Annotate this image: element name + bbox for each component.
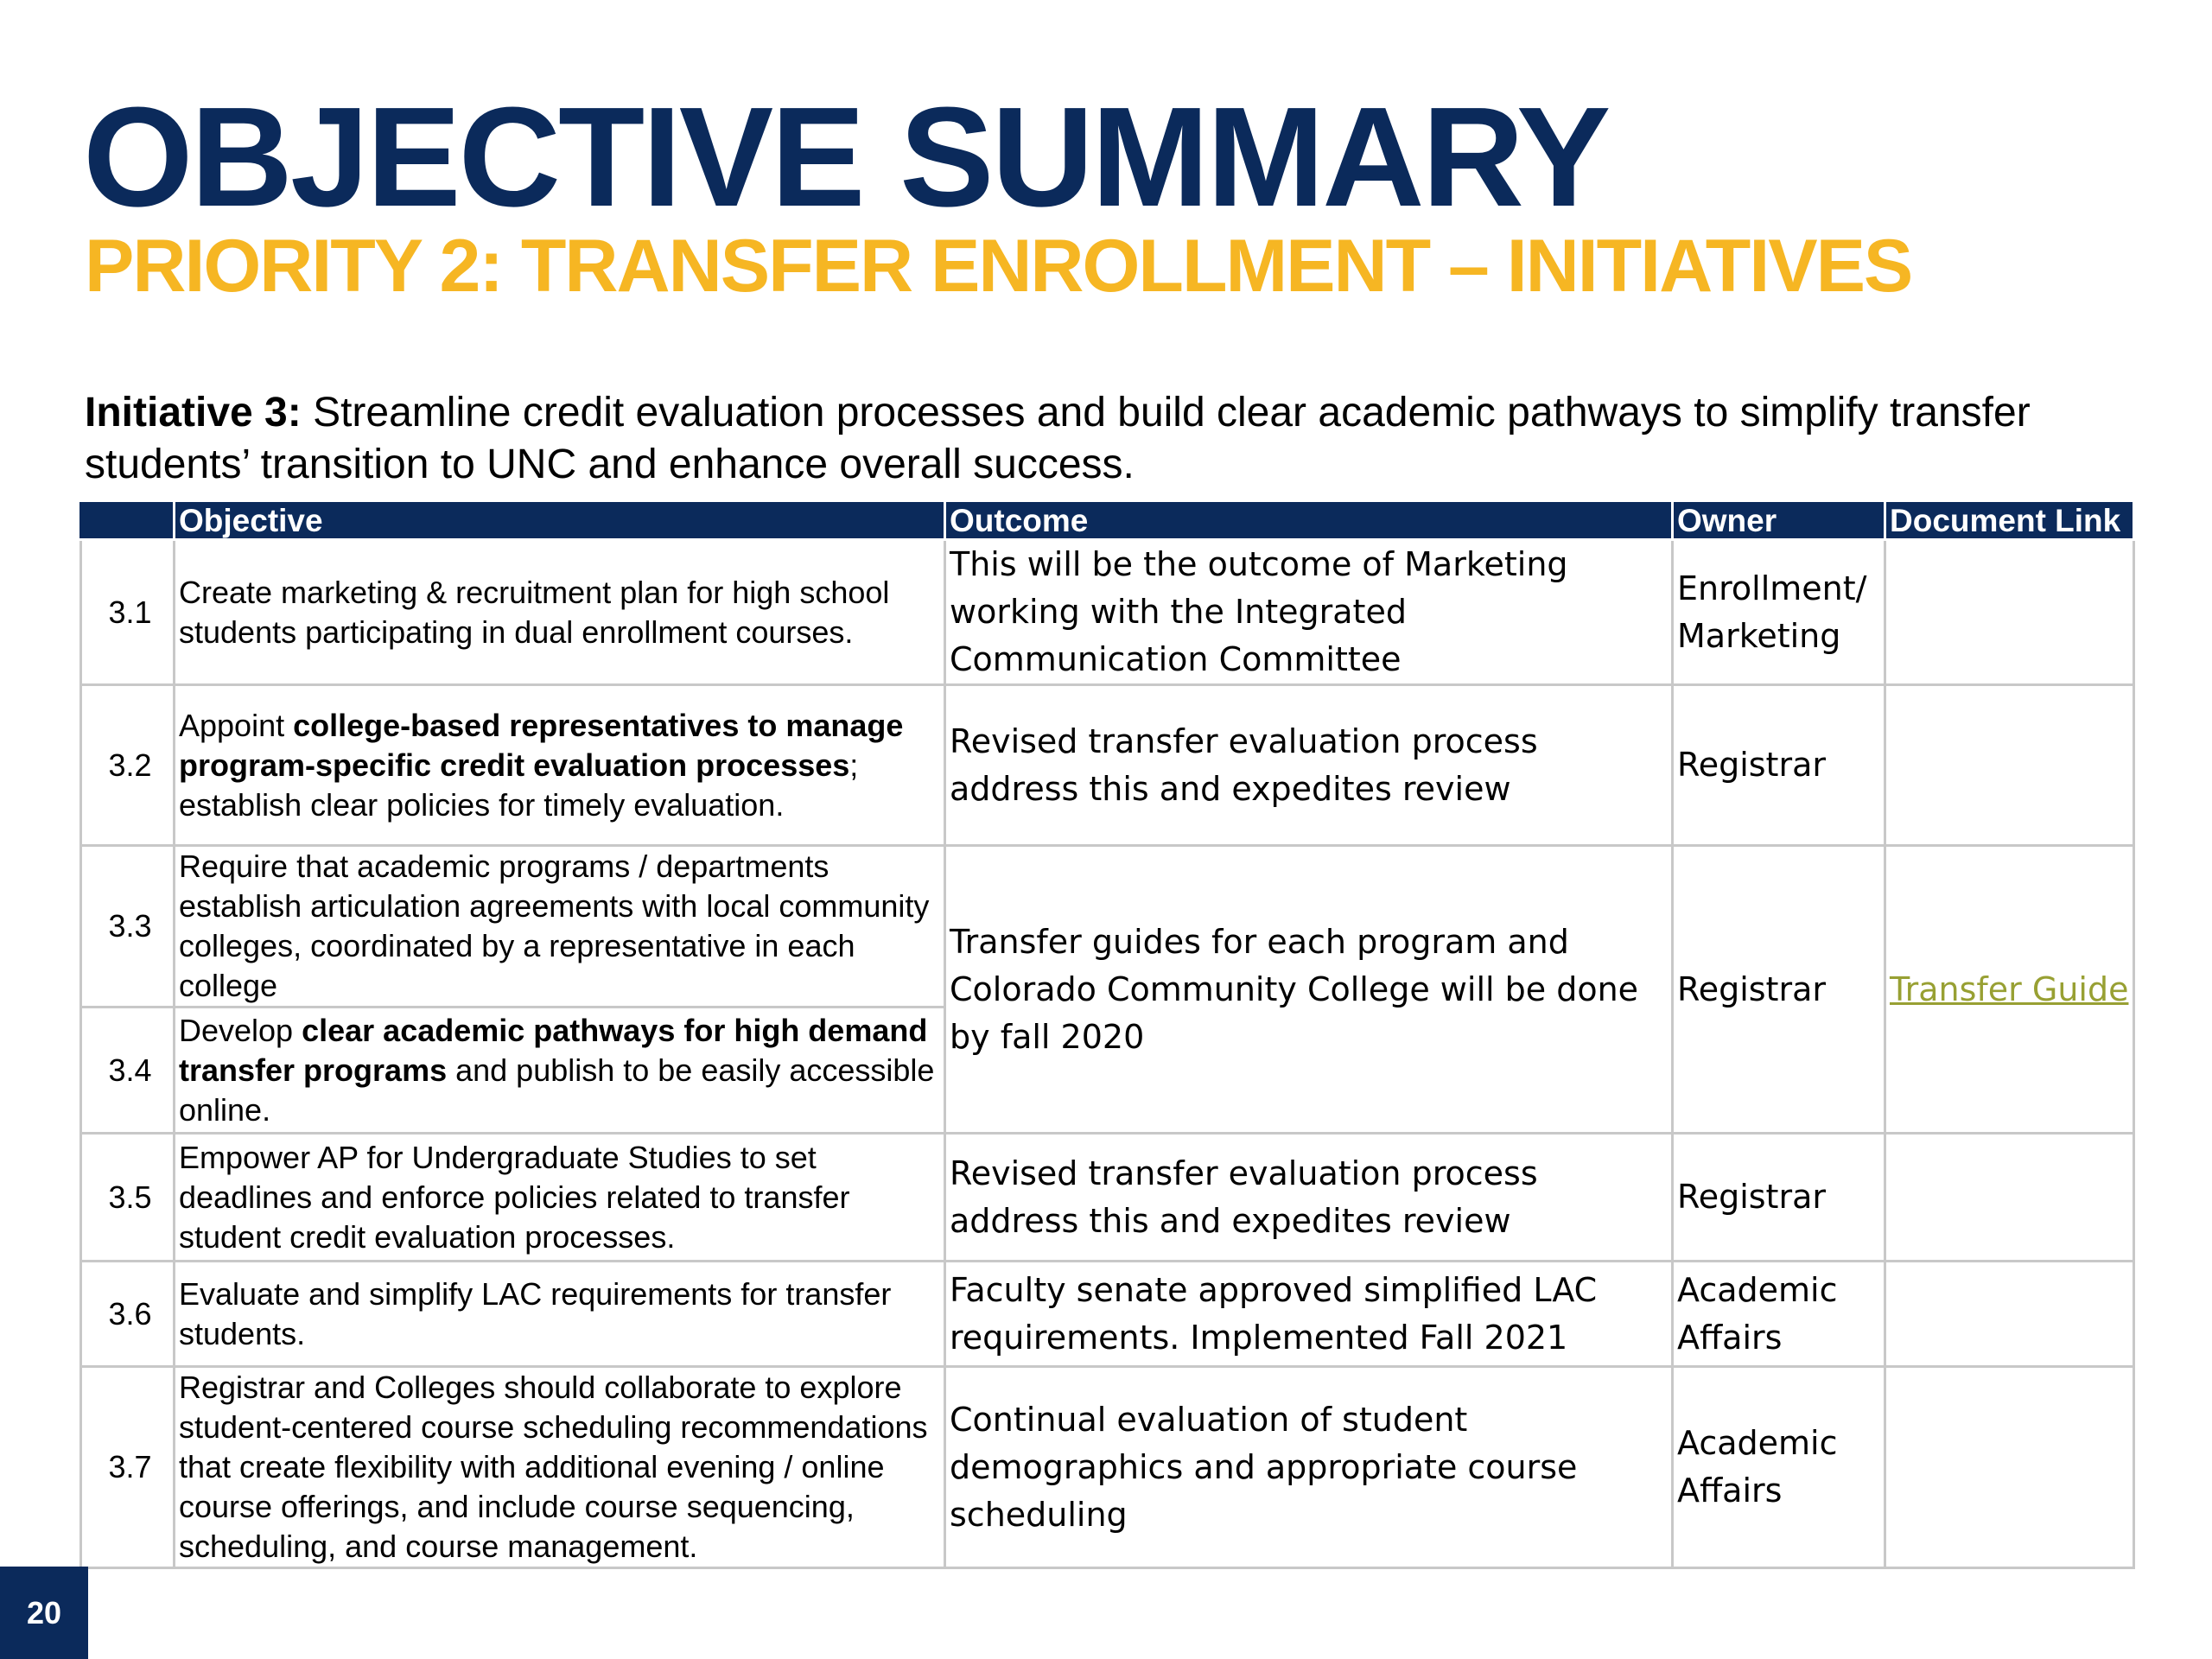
owner-cell: Academic Affairs: [1673, 1367, 1885, 1568]
document-link-cell: [1885, 540, 2134, 685]
objective-text-bold: clear academic pathways for high demand transfer programs: [179, 1012, 928, 1088]
document-link-cell: [1885, 846, 2134, 1134]
page-subtitle: PRIORITY 2: TRANSFER ENROLLMENT – INITIATIVES: [85, 225, 1912, 308]
objective-cell: [175, 685, 945, 846]
owner-cell: Registrar: [1673, 685, 1885, 846]
owner-cell: Registrar: [1673, 846, 1885, 1134]
header-number: [81, 501, 175, 540]
objective-cell: [175, 1262, 945, 1367]
row-number: 3.1: [81, 540, 175, 685]
page-number: 20: [0, 1567, 88, 1659]
objective-cell: [175, 540, 945, 685]
row-number: 3.5: [81, 1134, 175, 1262]
objective-cell: [175, 1134, 945, 1262]
objective-table: [79, 499, 2135, 1569]
document-link-cell: [1885, 1262, 2134, 1367]
transfer-guide-link[interactable]: Transfer Guide: [1890, 970, 2129, 1008]
table-row: [81, 1134, 2134, 1262]
objective-text: Develop: [179, 1012, 302, 1048]
header-objective: Objective: [175, 501, 945, 540]
table-row: [81, 1367, 2134, 1568]
outcome-cell: Faculty senate approved simplified LAC requirements. Implemented Fall 2021: [945, 1262, 1673, 1367]
document-link-cell: [1885, 1134, 2134, 1262]
objective-text: ; establish clear policies for timely evaluation.: [179, 747, 859, 823]
initiative-label: Initiative 3:: [85, 390, 302, 435]
owner-cell: Registrar: [1673, 1134, 1885, 1262]
document-link-cell: [1885, 1367, 2134, 1568]
objective-text: Registrar and Colleges should collaborate to explore student-centered course scheduling recommendations that create flexibility with additional evening / online course offerings, and include course sequencing, scheduling, and course management.: [179, 1370, 928, 1564]
row-number: 3.2: [81, 685, 175, 846]
row-number: 3.3: [81, 846, 175, 1007]
owner-cell: Enrollment/ Marketing: [1673, 540, 1885, 685]
outcome-cell: This will be the outcome of Marketing working with the Integrated Communication Committee: [945, 540, 1673, 685]
objective-cell: [175, 1367, 945, 1568]
objective-text: Evaluate and simplify LAC requirements for transfer students.: [179, 1275, 892, 1351]
table-row: [81, 1262, 2134, 1367]
objective-text: Appoint: [179, 707, 294, 743]
header-owner: Owner: [1673, 501, 1885, 540]
header-document-link: Document Link: [1885, 501, 2134, 540]
objective-text: Create marketing & recruitment plan for high school students participating in dual enrollment courses.: [179, 574, 890, 650]
row-number: 3.7: [81, 1367, 175, 1568]
initiative-text: Streamline credit evaluation processes and build clear academic pathways to simplify transfer students’ transition to UNC and enhance overall success.: [85, 390, 2031, 487]
outcome-cell: Revised transfer evaluation process address this and expedites review: [945, 1134, 1673, 1262]
table-row: [81, 846, 2134, 1007]
objective-cell: [175, 1007, 945, 1134]
table-header-row: [81, 501, 2134, 540]
table-row: [81, 540, 2134, 685]
objective-text: Empower AP for Undergraduate Studies to set deadlines and enforce policies related to transfer student credit evaluation processes.: [179, 1139, 850, 1255]
objective-cell: [175, 846, 945, 1007]
document-link-cell: [1885, 685, 2134, 846]
table-row: [81, 685, 2134, 846]
header-outcome: Outcome: [945, 501, 1673, 540]
objective-text: Require that academic programs / departments establish articulation agreements with local community colleges, coordinated by a representative in each college: [179, 849, 930, 1003]
page-title: OBJECTIVE SUMMARY: [83, 78, 1609, 236]
objective-text: and publish to be easily accessible online.: [179, 1052, 935, 1128]
objective-text-bold: college-based representatives to manage program-specific credit evaluation processes: [179, 707, 904, 783]
outcome-cell: Revised transfer evaluation process address this and expedites review: [945, 685, 1673, 846]
row-number: 3.6: [81, 1262, 175, 1367]
outcome-cell: Continual evaluation of student demographics and appropriate course scheduling: [945, 1367, 1673, 1568]
row-number: 3.4: [81, 1007, 175, 1134]
outcome-cell: Transfer guides for each program and Colorado Community College will be done by fall 2020: [945, 846, 1673, 1134]
initiative-statement: [85, 387, 2158, 491]
owner-cell: Academic Affairs: [1673, 1262, 1885, 1367]
